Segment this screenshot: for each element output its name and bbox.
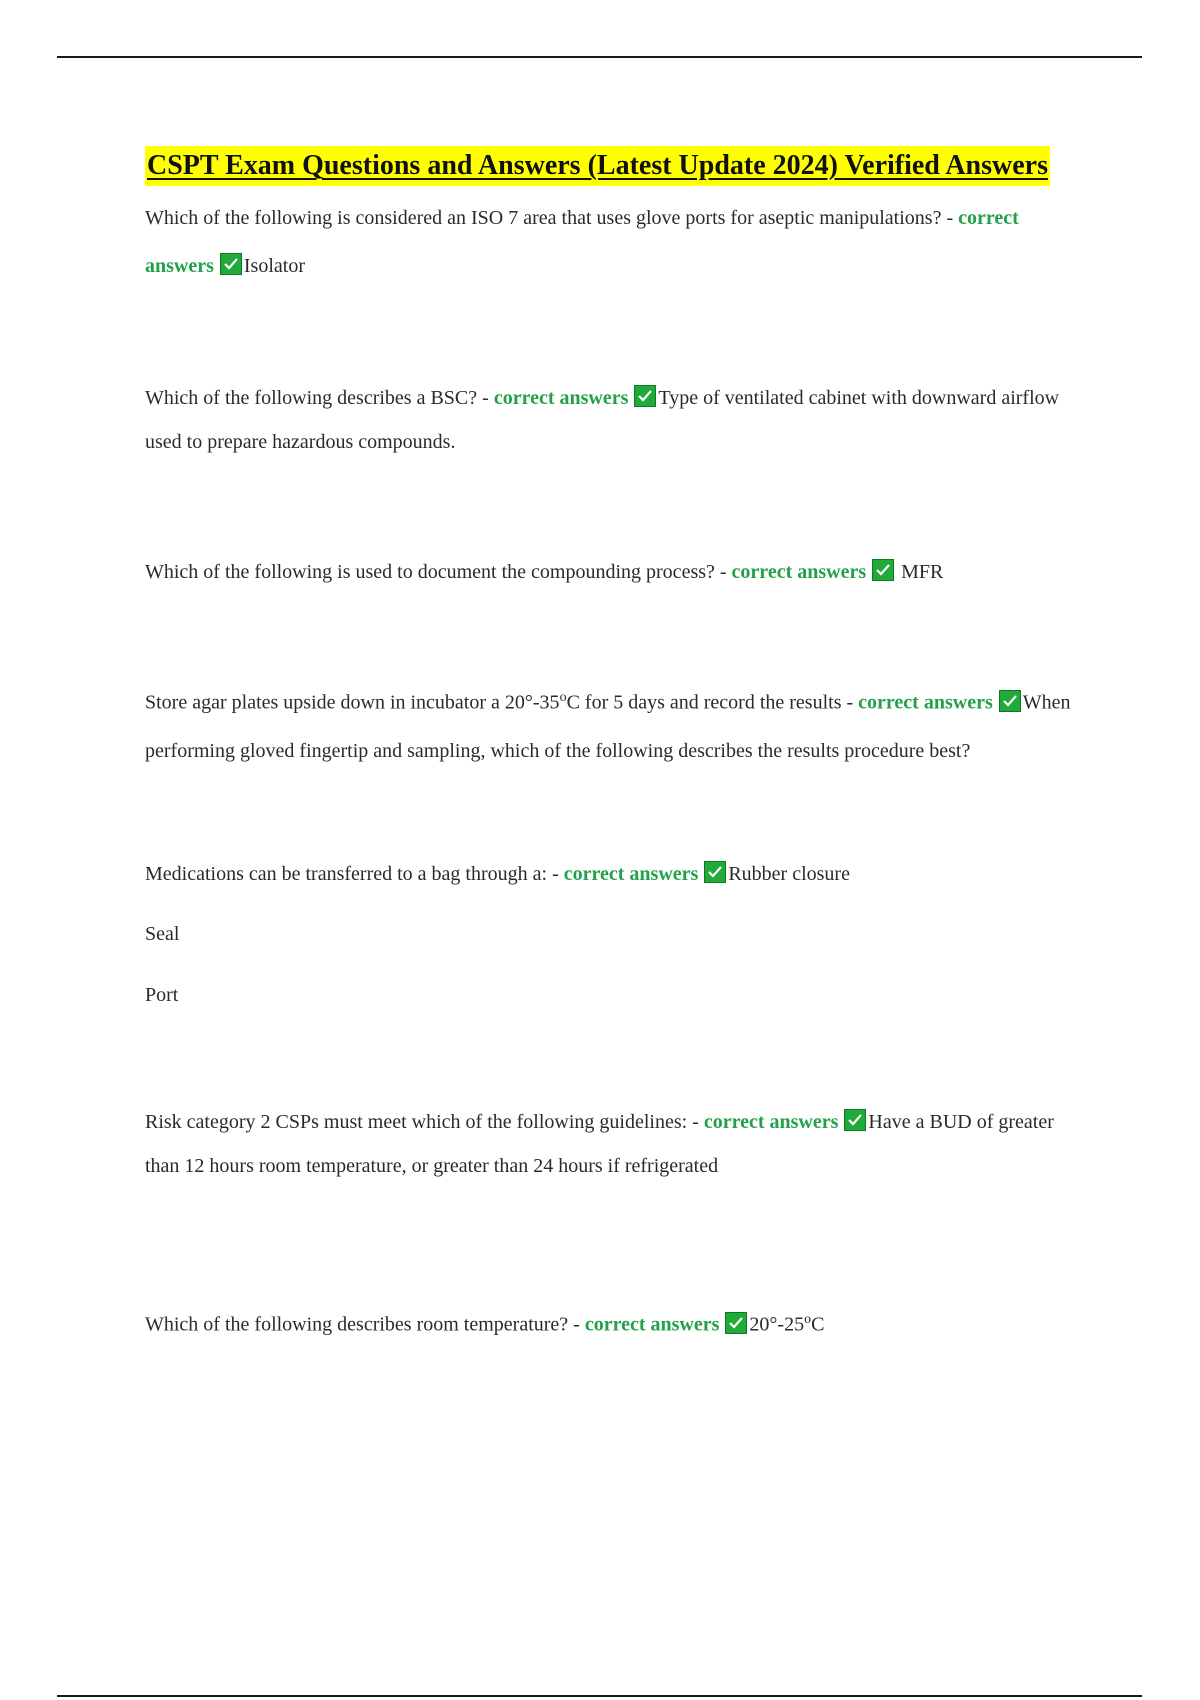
check-icon <box>704 861 726 883</box>
correct-answers-label: correct answers <box>145 207 1019 277</box>
correct-answers-label: correct answers <box>858 691 993 714</box>
answer-text: MFR <box>896 561 944 583</box>
qa-item-4 <box>145 674 1085 775</box>
qa-item-7 <box>145 1296 1085 1349</box>
answer-text: Type of ventilated cabinet with downward airflow used to prepare hazardous compounds. <box>145 387 1060 453</box>
bottom-rule <box>57 1695 1142 1697</box>
check-icon <box>999 690 1021 712</box>
check-icon <box>634 385 656 407</box>
answer-option-port: Port <box>145 984 179 1006</box>
qa-item-1 <box>145 194 1085 290</box>
question-text: Medications can be transferred to a bag through a: - <box>145 863 564 885</box>
top-rule <box>57 56 1142 58</box>
answer-text: Isolator <box>243 255 305 277</box>
answer-option-seal: Seal <box>145 923 180 945</box>
question-text: Risk category 2 CSPs must meet which of the following guidelines: - <box>145 1111 704 1133</box>
correct-answers-label: correct answers <box>584 1313 720 1336</box>
question-text-start: Store agar plates upside down in incubator a 20°-35 <box>145 691 560 714</box>
question-text: Which of the following describes a BSC? - <box>145 387 494 409</box>
answer-text-end: C <box>811 1313 825 1336</box>
qa-item-2 <box>145 376 1085 464</box>
check-icon <box>844 1109 866 1131</box>
document-title: CSPT Exam Questions and Answers (Latest Update 2024) Verified Answers <box>145 146 1050 186</box>
correct-answers-label: correct answers <box>703 1111 839 1133</box>
answer-text: Have a BUD of greater than 12 hours room temperature, or greater than 24 hours if refrigerated <box>145 1111 1054 1177</box>
document-body <box>145 146 1085 1336</box>
degree-superscript: o <box>804 1312 812 1327</box>
check-icon <box>725 1312 747 1334</box>
question-text: Which of the following is considered an ISO 7 area that uses glove ports for aseptic manipulations? - <box>145 207 959 229</box>
correct-answers-label: correct answers <box>563 863 699 885</box>
answer-text: When performing gloved fingertip and sampling, which of the following describes the results procedure best? <box>145 691 1071 762</box>
answer-text-start: 20°-25 <box>749 1313 805 1336</box>
qa-item-3 <box>145 548 1085 596</box>
question-text: Which of the following is used to document the compounding process? - <box>145 561 732 583</box>
answer-text: Rubber closure <box>728 863 850 885</box>
correct-answers-label: correct answers <box>493 387 629 409</box>
question-text-end: C for 5 days and record the results - <box>566 691 859 714</box>
check-icon <box>220 253 242 275</box>
qa-item-5 <box>145 850 1085 898</box>
qa-item-6 <box>145 1100 1085 1188</box>
question-text: Which of the following describes room temperature? - <box>145 1313 585 1336</box>
degree-superscript: o <box>559 690 567 705</box>
check-icon <box>872 559 894 581</box>
correct-answers-label: correct answers <box>731 561 867 583</box>
